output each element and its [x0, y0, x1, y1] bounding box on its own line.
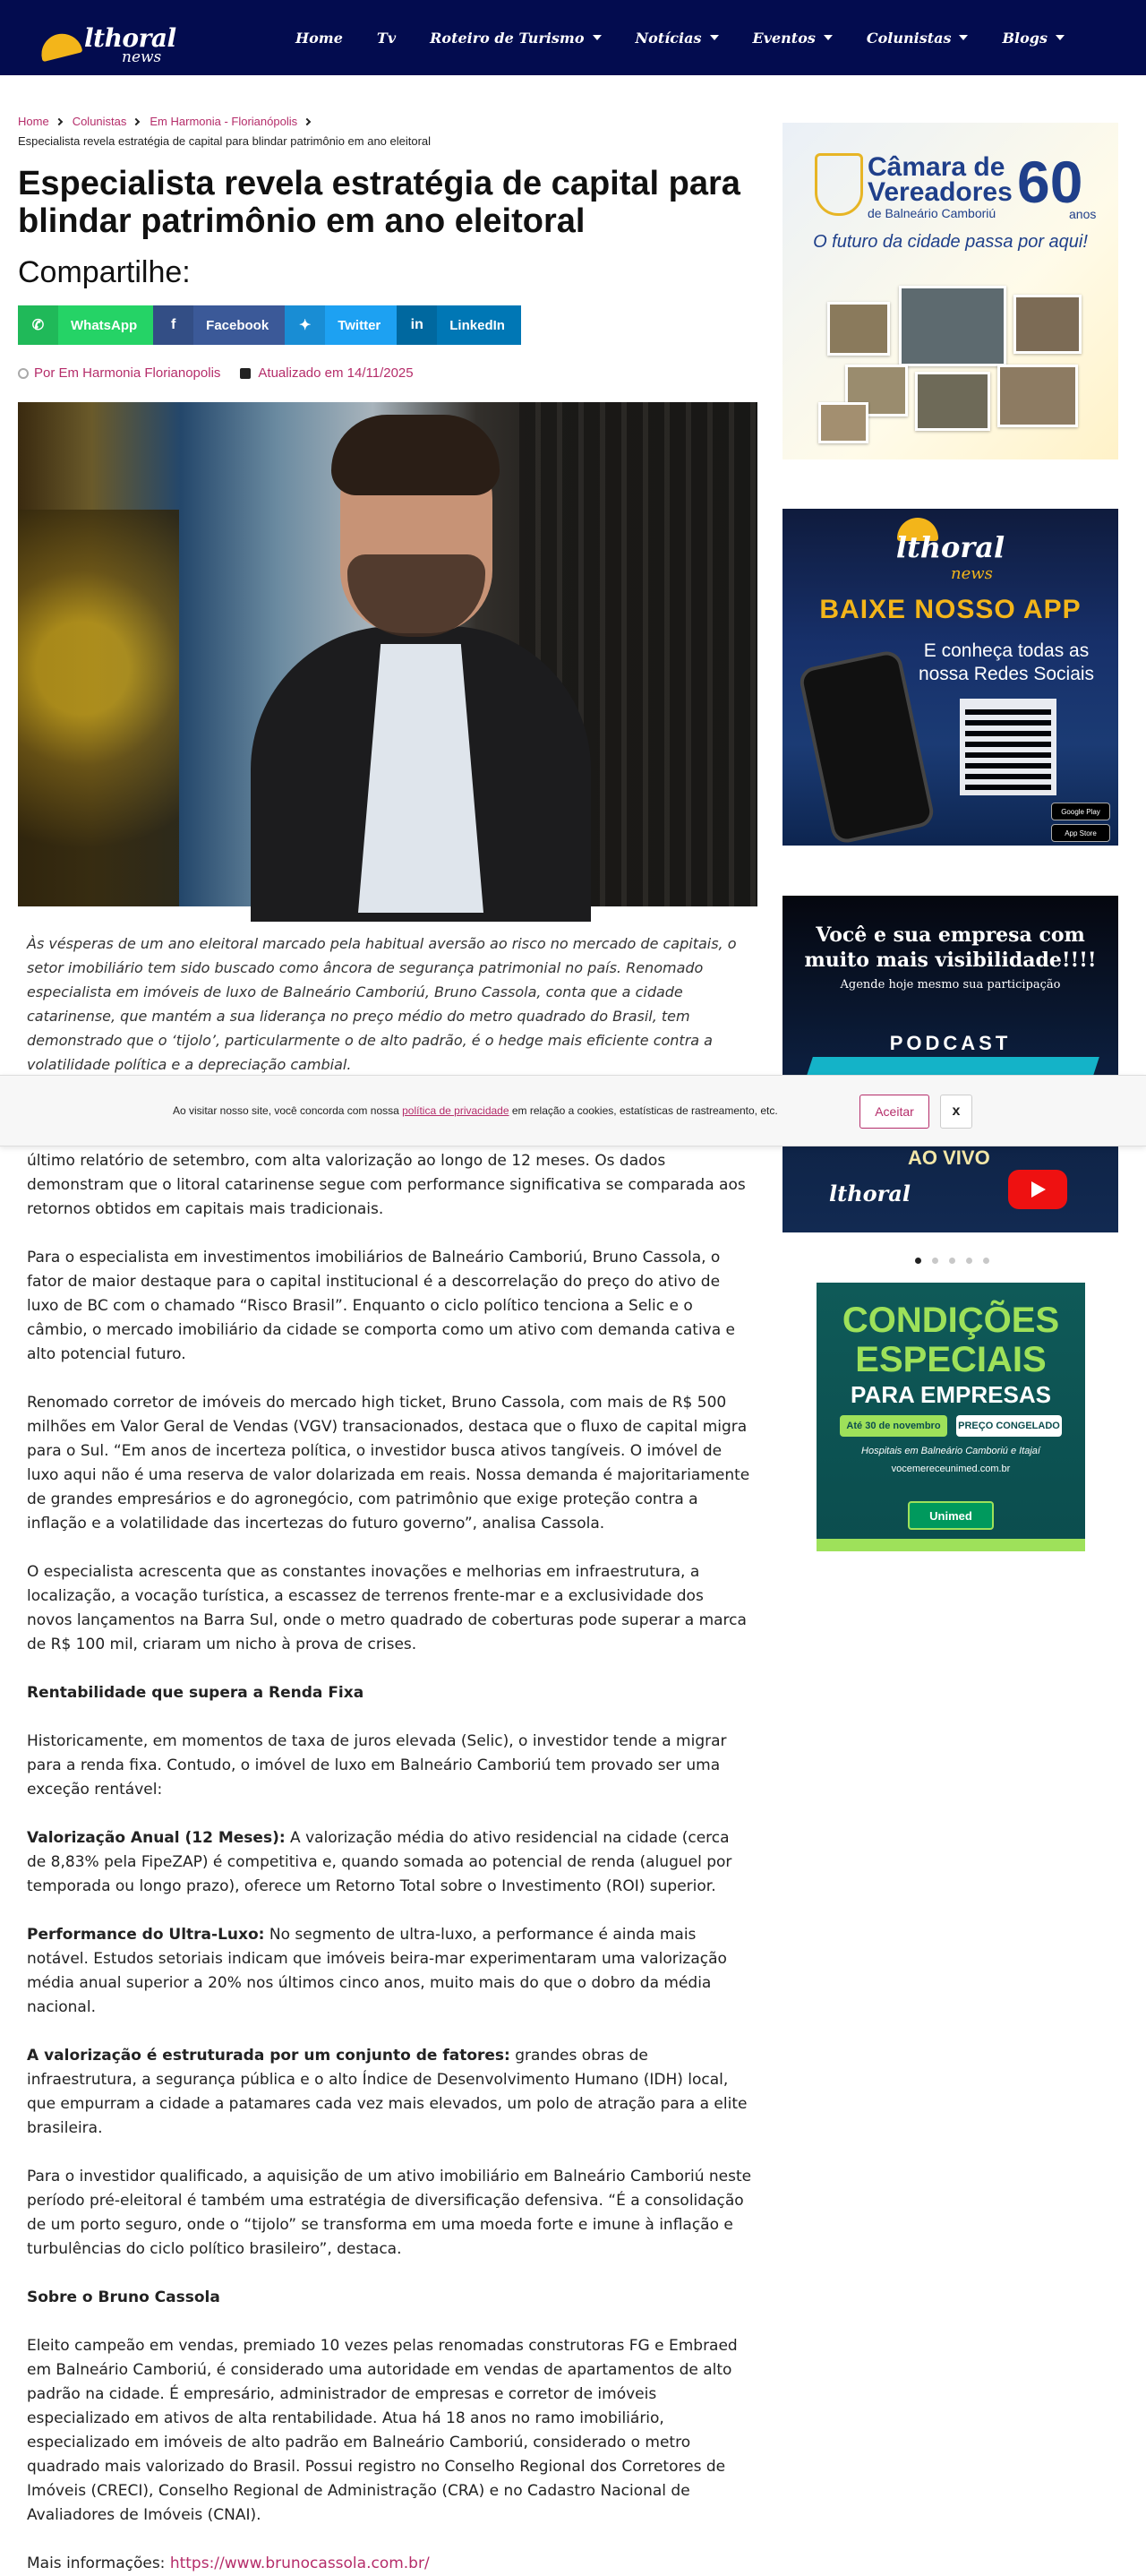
ad1-photo [818, 402, 868, 443]
bullet-label: A valorização é estruturada por um conjunto de fatores: [27, 2047, 510, 2065]
section-heading: Rentabilidade que supera a Renda Fixa [27, 1684, 364, 1702]
share-whatsapp-button[interactable] [18, 305, 153, 345]
share-linkedin-button[interactable] [397, 305, 521, 345]
chevron-down-icon [1056, 35, 1065, 40]
nav-home[interactable] [295, 30, 343, 47]
ad3-headline: Você e sua empresa com muito mais visibilidade!!!! [804, 923, 1097, 972]
ad-download-app[interactable] [783, 509, 1118, 846]
article-paragraph: Para o investidor qualificado, a aquisição de um ativo imobiliário em Balneário Camboriú neste período pré-eleitoral é também uma estratégia de diversificação defensiva. “É a consolidação de um porto seguro, onde o “tijolo” se transforma em uma moeda forte e imune à inflação e turbulências do ciclo político brasileiro”, destaca. [27, 2168, 752, 2258]
ad1-photo [997, 365, 1078, 427]
youtube-play-icon[interactable] [1008, 1170, 1067, 1209]
bullet-label: Performance do Ultra-Luxo: [27, 1926, 265, 1944]
slider-dot[interactable] [966, 1258, 972, 1264]
share-buttons [18, 305, 521, 345]
ad1-city: de Balneário Camboriú [868, 206, 996, 220]
qr-code-icon [960, 699, 1056, 795]
breadcrumb-home[interactable]: Home [18, 115, 49, 128]
share-twitter-button[interactable] [285, 305, 397, 345]
share-heading: Compartilhe: [18, 255, 191, 289]
ad-podcast[interactable] [783, 896, 1118, 1232]
slider-dot[interactable] [932, 1258, 938, 1264]
site-logo[interactable] [39, 18, 183, 68]
ad4-site: vocemereceunimed.com.br [891, 1464, 1011, 1474]
bullet-text: A valorização média do ativo residencial na cidade (cerca de 8,83% pela FipeZAP) é competitiva e, quando somada ao potencial de renda (aluguel por temporada ou longo prazo), oferece um Retorno Total sobre o Investimento (ROI) superior. [27, 1829, 732, 1895]
twitter-icon: ✦ [285, 305, 325, 345]
more-info-label: Mais informações: [27, 2555, 170, 2572]
ad4-pill-date: Até 30 de novembro [840, 1415, 947, 1437]
hero-foliage [18, 510, 179, 906]
hero-hair [331, 415, 500, 495]
article-body [27, 932, 752, 2576]
share-facebook-button[interactable] [153, 305, 285, 345]
page-title: Especialista revela estratégia de capital para blindar patrimônio em ano eleitoral [18, 165, 740, 240]
breadcrumb-column[interactable]: Em Harmonia - Florianópolis [150, 115, 298, 128]
facebook-icon: f [153, 305, 193, 345]
bullet-label: Valorização Anual (12 Meses): [27, 1829, 286, 1847]
slider-dot[interactable] [915, 1258, 921, 1264]
article-meta [18, 365, 414, 381]
updated-date: Atualizado em 14/11/2025 [258, 365, 414, 381]
article-paragraph: Renomado corretor de imóveis do mercado high ticket, Bruno Cassola, com mais de R$ 500 milhões em Valor Geral de Vendas (VGV) transacionados, destaca que o fluxo de capital migra para o Sul. “Em anos de incerteza política, o investidor busca ativos tangíveis. O imóvel de luxo aqui não é uma reserva de valor dolarizada em reais. Nossa demanda é majoritariamente de grandes empresários e do agronegócio, com patrimônio que exige proteção contra a inflação e a volatilidade das incertezas do futuro governo”, analisa Cassola. [27, 1394, 750, 1533]
ad1-slogan: O futuro da cidade passa por aqui! [813, 232, 1088, 252]
chevron-right-icon [304, 117, 311, 125]
ad3-tv-brand: lthoral [829, 1181, 911, 1206]
nav-eventos[interactable] [753, 30, 833, 47]
google-play-badge[interactable]: Google Play [1051, 803, 1110, 820]
cookie-text-before: Ao visitar nosso site, você concorda com nossa [173, 1104, 403, 1117]
share-label: WhatsApp [71, 317, 138, 333]
calendar-icon [240, 368, 251, 379]
bullet-text: grandes obras de infraestrutura, a segurança pública e o alto Índice de Desenvolvimento Humano (IDH) local, que empurram a cidade a patamares cada vez mais elevados, um polo de atração para a elite brasileira. [27, 2047, 748, 2137]
nav-label: Colunistas [866, 29, 952, 47]
slider-dot[interactable] [949, 1258, 955, 1264]
bullet-text: No segmento de ultra-luxo, a performance é ainda mais notável. Estudos setoriais indicam que imóveis beira-mar experimentaram uma valorização média anual superior a 20% nos últimos cinco anos, muito mais do que o dobro da média nacional. [27, 1926, 727, 2016]
nav-label: Eventos [752, 29, 816, 47]
article-paragraph: Para o especialista em investimentos imobiliários de Balneário Camboriú, Bruno Cassola, o fator de maior destaque para o capital institucional é a descorrelação do preço do ativo de luxo de BC com o chamado “Risco Brasil”. Enquanto o ciclo político tenciona a Selic e o câmbio, o mercado imobiliário da cidade se comporta como um ativo com demanda cativa e alto potencial futuro. [27, 1249, 736, 1363]
ad1-photo [915, 372, 990, 431]
nav-roteiro[interactable] [430, 30, 601, 47]
hero-image [18, 402, 757, 906]
ad1-title [868, 152, 1013, 221]
nav-label: Roteiro de Turismo [430, 29, 585, 47]
ad4-subtitle: PARA EMPRESAS [851, 1381, 1051, 1408]
ad2-download-text: BAIXE NOSSO APP [819, 595, 1082, 624]
ad3-live: AO VIVO [908, 1146, 990, 1169]
article-bullet [27, 2044, 752, 2141]
article-paragraph: Eleito campeão em vendas, premiado 10 vezes pelas renomadas construtoras FG e Embraed em Balneário Camboriú, é considerado uma autoridade em vendas de apartamentos de alto padrão na cidade. É empresário, administrador de empresas e corretor de imóveis especializado em ativos de alta rentabilidade. Atua há 18 anos no ramo imobiliário, especializado em imóveis de alto padrão em Balneário Camboriú, considerado o metro quadrado mais valorizado do Brasil. Possui registro no Conselho Regional dos Corretores de Imóveis (CRECI), Conselho Regional de Administração (CRA) e no Cadastro Nacional de Avaliadores de Imóveis (CNAI). [27, 2337, 738, 2524]
ad-unimed[interactable] [817, 1283, 1085, 1551]
author-link[interactable]: Por Em Harmonia Florianopolis [34, 365, 221, 381]
ad1-photo [827, 302, 890, 356]
nav-label: Home [295, 29, 343, 47]
article-paragraph: último relatório de setembro, com alta valorização ao longo de 12 meses. Os dados demonstram que o litoral catarinense segue com performance significativa se comparada aos retornos obtidos em capitais mais tradicionais. [27, 1152, 746, 1218]
breadcrumb [18, 115, 321, 128]
ad4-stripe [817, 1539, 1085, 1551]
ad3-podcast: PODCAST [889, 1032, 1012, 1054]
cookie-close-button[interactable]: x [940, 1095, 972, 1129]
app-store-badge[interactable]: App Store [1051, 824, 1110, 842]
article-paragraph: O especialista acrescenta que as constantes inovações e melhorias em infraestrutura, a localização, a vocação turística, a escassez de terrenos frente-mar e a exclusividade dos novos lançamentos na Barra Sul, onde o metro quadrado de coberturas pode superar a marca de R$ 100 mil, criaram um nicho à prova de crises. [27, 1563, 747, 1653]
share-label: Twitter [338, 317, 381, 333]
ad2-brand-sub: news [951, 564, 993, 583]
nav-noticias[interactable] [636, 30, 719, 47]
slider-dot[interactable] [983, 1258, 989, 1264]
nav-tv[interactable] [377, 30, 396, 47]
nav-colunistas[interactable] [867, 30, 969, 47]
ad1-photo [899, 286, 1006, 366]
breadcrumb-current: Especialista revela estratégia de capital para blindar patrimônio em ano eleitoral [18, 134, 432, 148]
chevron-down-icon [710, 35, 719, 40]
article-bullet [27, 1826, 752, 1899]
chevron-down-icon [959, 35, 968, 40]
article-lead: Às vésperas de um ano eleitoral marcado pela habitual aversão ao risco no mercado de capitais, o setor imobiliário tem sido buscado como âncora de segurança patrimonial no país. Renomado especialista em imóveis de luxo de Balneário Camboriú, Bruno Cassola, conta que a cidade catarinense, que mantém a sua liderança no preço médio do metro quadrado do Brasil, tem demonstrado que o ‘tijolo’, particularmente o de alto padrão, é o hedge mais eficiente contra a volatilidade política e a depreciação cambial. [27, 935, 737, 1073]
ad4-title: CONDIÇÕES ESPECIAIS [842, 1301, 1060, 1379]
cookie-accept-button[interactable]: Aceitar [860, 1095, 929, 1129]
ad4-hospitals: Hospitais em Balneário Camboriú e Itajaí [861, 1446, 1040, 1456]
site-header [0, 0, 1146, 75]
logo-name: lthoral [84, 23, 176, 53]
chevron-right-icon [133, 117, 140, 125]
ad2-social-text: E conheça todas as nossa Redes Sociais [918, 640, 1095, 684]
ad1-sixty: 60 [1017, 149, 1083, 215]
ad-camara-vereadores[interactable] [783, 123, 1118, 459]
main-nav [295, 0, 1099, 84]
share-label: Facebook [206, 317, 269, 333]
cookie-text-after: em relação a cookies, estatísticas de rastreamento, etc. [509, 1104, 778, 1117]
ad1-anos: anos [1069, 207, 1097, 221]
slider-dots [915, 1258, 1000, 1264]
privacy-policy-link[interactable]: política de privacidade [402, 1104, 509, 1117]
breadcrumb-colunistas[interactable]: Colunistas [72, 115, 127, 128]
ad2-brand: lthoral [895, 530, 1005, 564]
ad1-camara: Câmara de [868, 152, 1005, 182]
linkedin-icon: in [397, 305, 437, 345]
section-heading: Sobre o Bruno Cassola [27, 2288, 220, 2306]
hero-beard [347, 554, 485, 637]
user-icon [18, 368, 29, 379]
chevron-down-icon [824, 35, 833, 40]
nav-blogs[interactable] [1002, 30, 1064, 47]
more-info [27, 2552, 752, 2576]
share-label: LinkedIn [449, 317, 505, 333]
unimed-logo: Unimed [908, 1501, 994, 1530]
logo-sub: news [122, 48, 162, 66]
chevron-down-icon [593, 35, 602, 40]
article-paragraph: Historicamente, em momentos de taxa de juros elevada (Selic), o investidor tende a migrar para a renda fixa. Contudo, o imóvel de luxo em Balneário Camboriú tem provado ser uma exceção rentável: [27, 1732, 727, 1799]
article-bullet [27, 1923, 752, 2020]
nav-label: Blogs [1002, 29, 1048, 47]
chevron-right-icon [55, 117, 62, 125]
ad3-subheadline: Agende hoje mesmo sua participação [840, 978, 1061, 992]
cookie-text [173, 1104, 778, 1117]
ad1-photo-collage [818, 268, 1087, 447]
nav-label: Tv [376, 29, 397, 47]
more-info-link[interactable]: https://www.brunocassola.com.br/ [169, 2555, 430, 2572]
ad1-vereadores: Vereadores [868, 177, 1013, 207]
crest-icon [815, 153, 863, 216]
ad1-photo [1013, 295, 1082, 354]
ad4-pill-price: PREÇO CONGELADO [956, 1415, 1062, 1437]
nav-label: Notícias [635, 29, 702, 47]
whatsapp-icon: ✆ [18, 305, 58, 345]
cookie-banner [0, 1075, 1146, 1146]
sun-icon [38, 30, 83, 62]
